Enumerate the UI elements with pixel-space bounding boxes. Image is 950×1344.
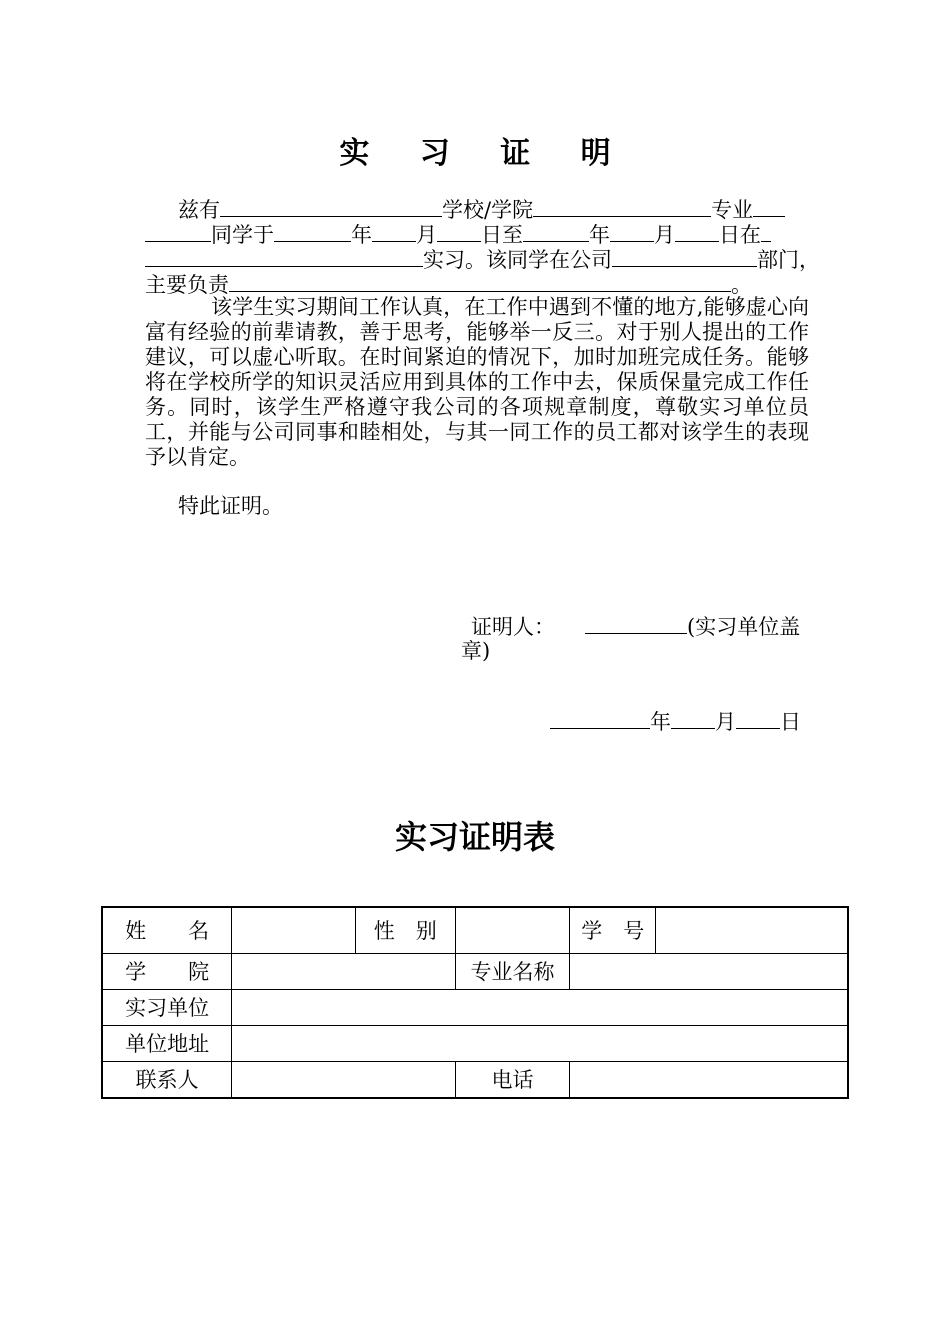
intro-text: 主要负责 [145, 273, 229, 297]
intro-text: 部门， [757, 248, 820, 272]
end-day-blank[interactable] [675, 222, 719, 242]
date-day-label: 日 [780, 710, 801, 734]
college-label: 学 院 [102, 953, 232, 989]
student-id-field[interactable] [656, 907, 848, 953]
intro-text: 同学于 [211, 223, 274, 247]
table-row [102, 1061, 848, 1098]
date-year-blank[interactable] [550, 709, 650, 729]
intro-line-2 [145, 222, 809, 248]
table-row [102, 953, 848, 989]
company-blank-head[interactable] [761, 222, 771, 242]
unit-label: 实习单位 [102, 989, 232, 1025]
phone-label: 电话 [455, 1061, 570, 1098]
intro-text: 日在 [719, 223, 761, 247]
intro-text: 月 [416, 223, 437, 247]
gender-label: 性 别 [355, 907, 455, 953]
seal-note-continued: 章) [461, 639, 491, 663]
certifier-blank[interactable] [585, 614, 687, 634]
certifier-line [471, 614, 800, 640]
duty-blank[interactable] [229, 272, 731, 292]
unit-field[interactable] [232, 989, 848, 1025]
name-label: 姓 名 [102, 907, 232, 953]
major-label: 专业名称 [455, 953, 570, 989]
date-day-blank[interactable] [736, 709, 780, 729]
intro-text: 。 [731, 273, 752, 297]
student-id-label: 学 号 [570, 907, 656, 953]
contact-label: 联系人 [102, 1061, 232, 1098]
form-title: 实习证明表 [394, 818, 555, 856]
major-field[interactable] [570, 953, 848, 989]
intro-text: 年 [351, 223, 372, 247]
evaluation-paragraph: 该学生实习期间工作认真，在工作中遇到不懂的地方,能够虚心向富有经验的前辈请教，善于思考，能够举一反三。对于别人提出的工作建议，可以虚心听取。在时间紧迫的情况下，加时加班完成任务。能够将在学校所学的知识灵活应用到具体的工作中去，保质保量完成工作任务。同时，该学生严格遵守我公司的各项规章制度，尊敬实习单位员工，并能与公司同事和睦相处，与其一同工作的员工都对该学生的表现予以肯定。 [145, 295, 809, 469]
intro-text: 日至 [481, 223, 523, 247]
intro-text: 年 [589, 223, 610, 247]
address-label: 单位地址 [102, 1025, 232, 1061]
start-day-blank[interactable] [437, 222, 481, 242]
company-blank[interactable] [145, 247, 423, 267]
intro-text: 兹有 [178, 198, 220, 222]
table-row [102, 989, 848, 1025]
intro-line-3 [145, 247, 820, 273]
phone-field[interactable] [570, 1061, 848, 1098]
name-field[interactable] [232, 907, 356, 953]
intro-line-1 [145, 197, 809, 223]
intro-text: 月 [654, 223, 675, 247]
gender-field[interactable] [455, 907, 570, 953]
college-field[interactable] [232, 953, 455, 989]
school-blank[interactable] [220, 197, 442, 217]
end-year-blank[interactable] [523, 222, 589, 242]
student-name-blank[interactable] [145, 222, 211, 242]
table-row [102, 1025, 848, 1061]
start-year-blank[interactable] [274, 222, 351, 242]
intro-text: 实习。该同学在公司 [423, 248, 612, 272]
certifier-label: 证明人： [471, 615, 555, 639]
document-title: 实 习 证 明 [339, 136, 631, 171]
department-blank[interactable] [612, 247, 757, 267]
end-month-blank[interactable] [610, 222, 654, 242]
date-month-label: 月 [715, 710, 736, 734]
intro-text: 专业 [711, 198, 754, 222]
contact-field[interactable] [232, 1061, 455, 1098]
address-field[interactable] [232, 1025, 848, 1061]
table-row [102, 907, 848, 953]
major-blank-tail[interactable] [753, 197, 785, 217]
date-line [550, 709, 801, 735]
start-month-blank[interactable] [372, 222, 416, 242]
internship-form-table [101, 906, 849, 1099]
date-year-label: 年 [650, 710, 671, 734]
closing-text: 特此证明。 [178, 494, 283, 518]
date-month-blank[interactable] [671, 709, 715, 729]
major-blank[interactable] [533, 197, 711, 217]
seal-note: (实习单位盖 [687, 615, 801, 639]
intro-text: 学校/学院 [442, 198, 534, 222]
